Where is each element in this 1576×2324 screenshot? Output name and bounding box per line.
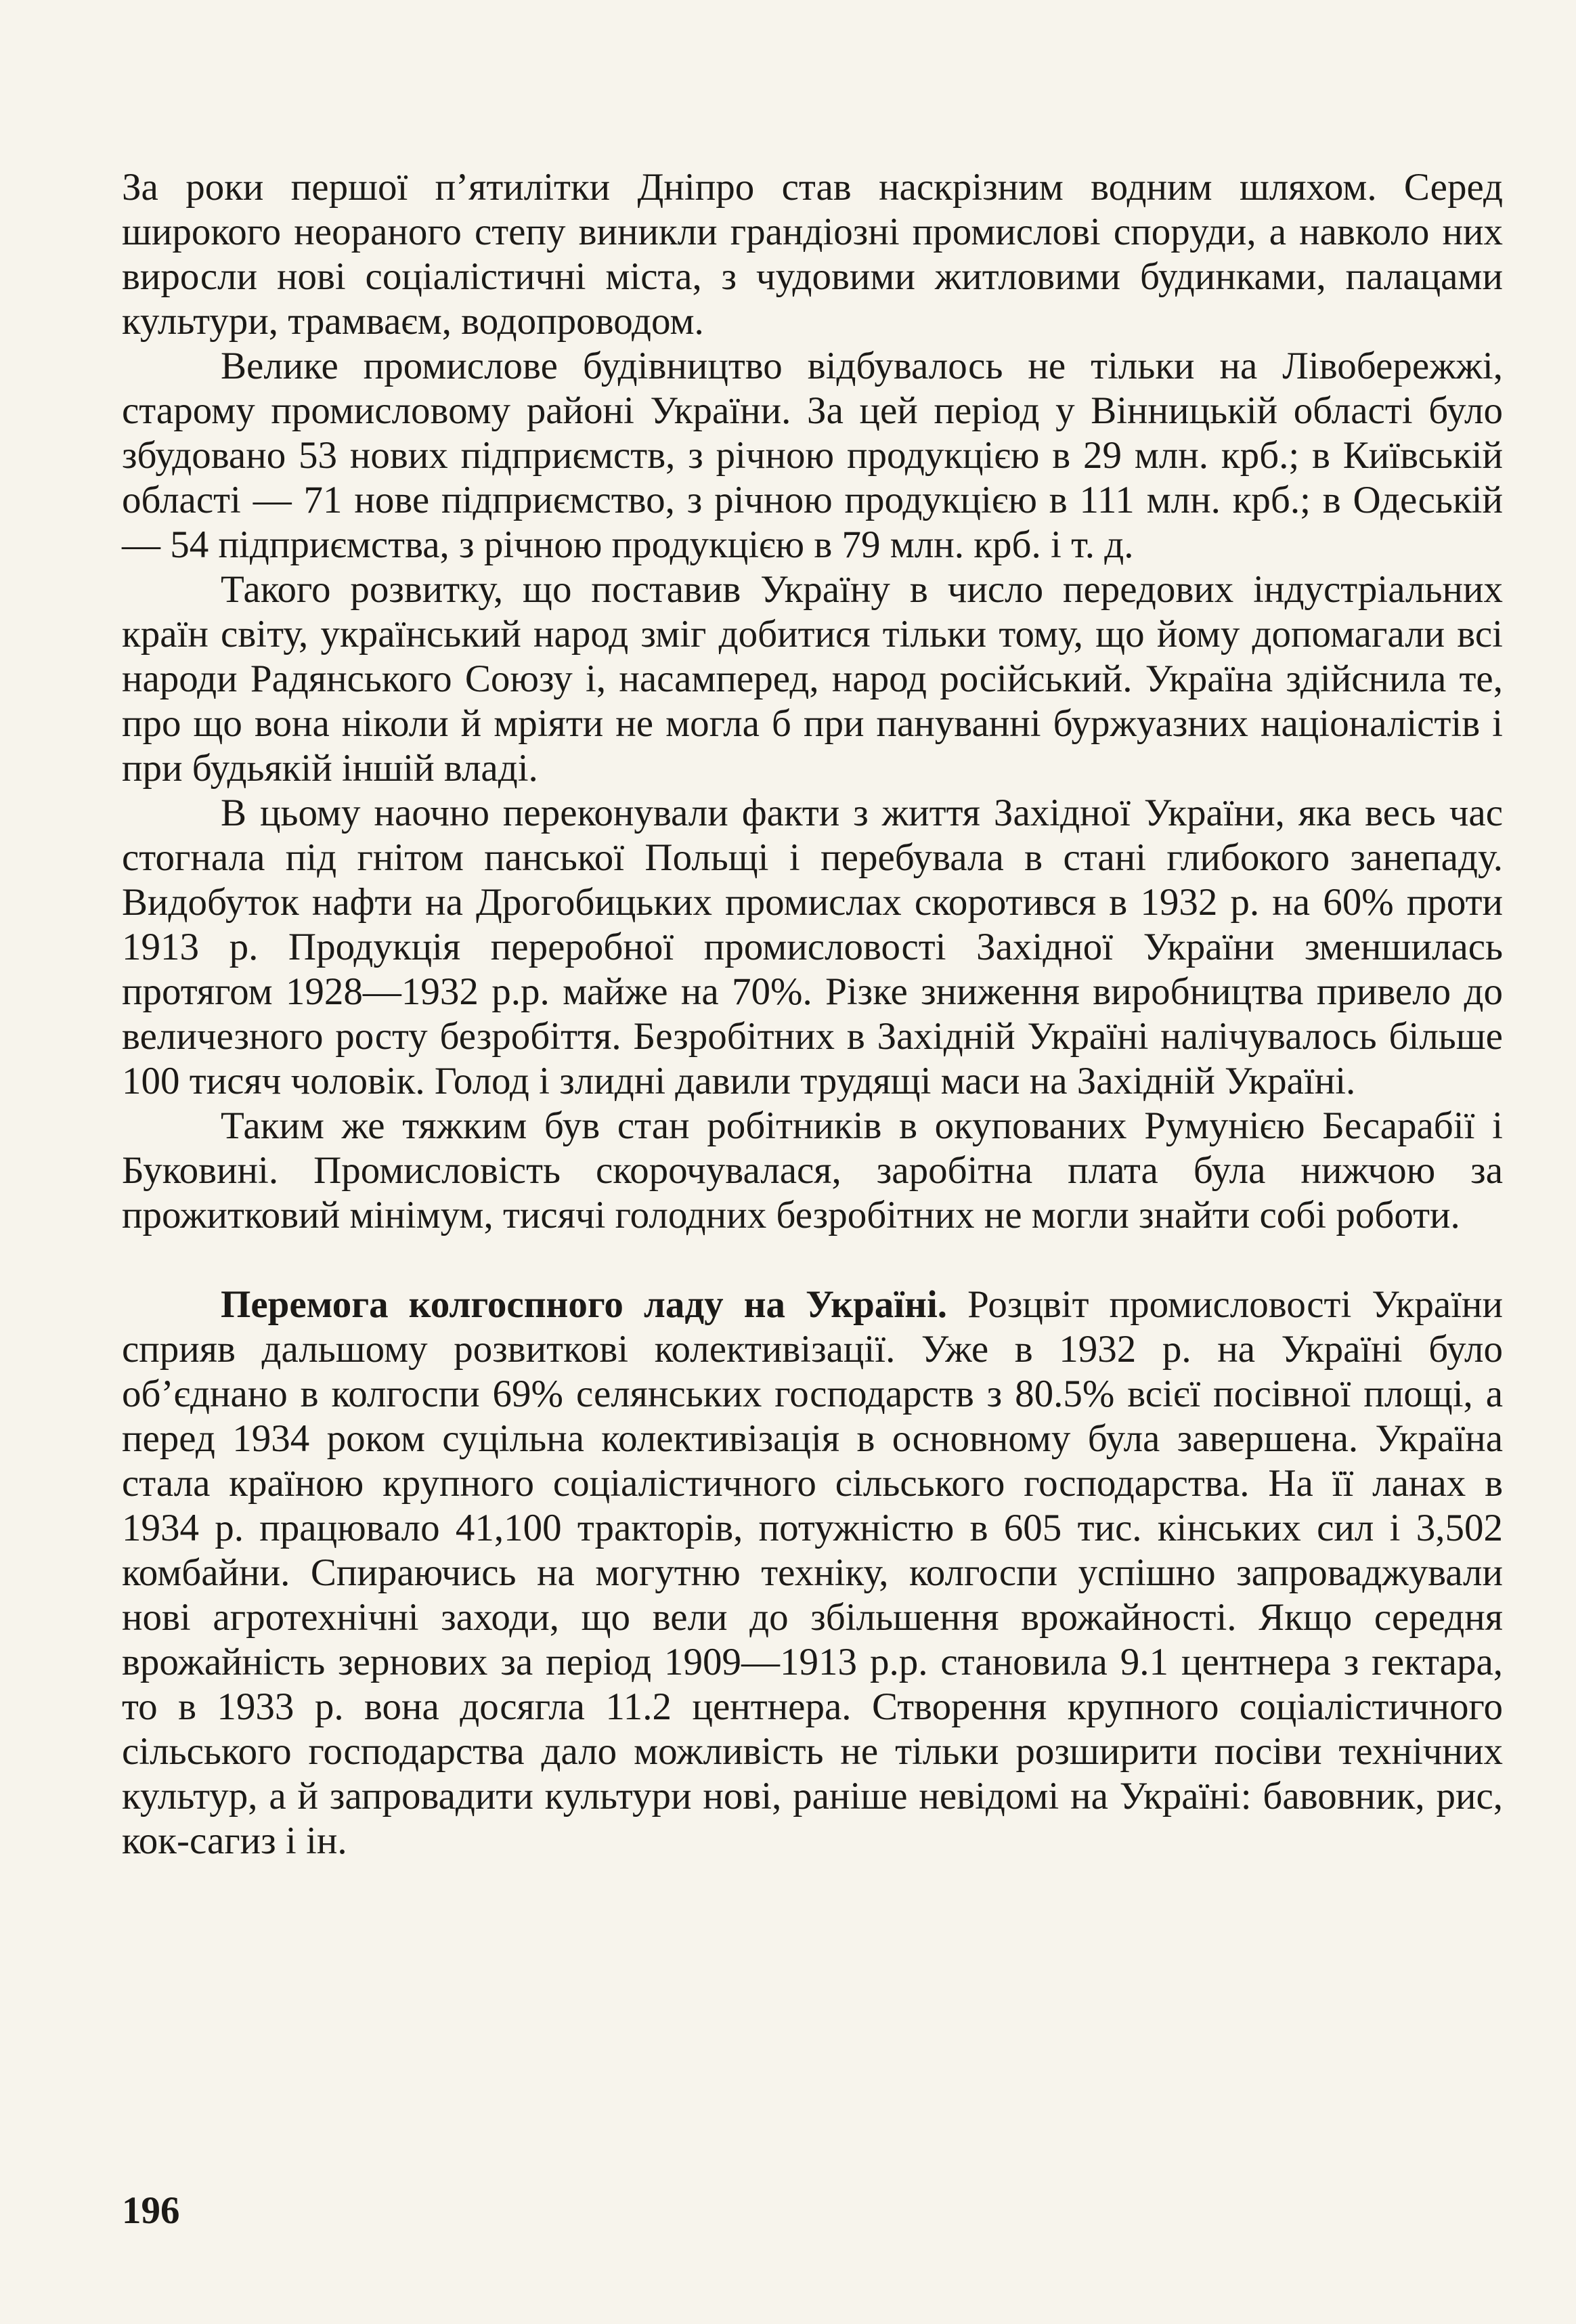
paragraph-western-ukraine: В цьому наочно переконували факти з життя Західної України, яка весь час стогнала під гнітом панської Польщі і перебувала в стані глибокого занепаду. Видобуток нафти на Дрогобицьких промислах скоротився в 1932 р. на 60% проти 1913 р. Продукція переробної промисловості Західної України зменшилась протягом 1928—1932 р.р. майже на 70%. Різке зниження виробництва привело до величезного росту безробіття. Безробітних в Західній Україні налічувалось більше 100 тисяч чоловік. Голод і злидні давили трудящі маси на Західній Україні.	[122, 792, 1503, 1102]
paragraph-construction: Велике промислове будівництво відбувалось не тільки на Лівобережжі, старому промисловому районі України. За цей період у Вінницькій області було збудовано 53 нових підприємств, з річною продукцією в 29 млн. крб.; в Київській області — 71 нове підприємство, з річною продукцією в 111 млн. крб.; в Одеській — 54 підприємства, з річною продукцією в 79 млн. крб. і т. д.	[122, 345, 1503, 566]
body-text	[122, 165, 1503, 1864]
section-text: Розцвіт промисловості України сприяв дальшому розвиткові колективізації. Уже в 1932 р. на Україні було об’єднано в колгоспи 69% селянських господарств з 80.5% всієї посівної площі, а перед 1934 роком суцільна колективізація в основному була завершена. Україна стала країною крупного соціалістичного сільського господарства. На її ланах в 1934 р. працювало 41,100 тракторів, потужністю в 605 тис. кінських сил і 3,502 комбайни. Спираючись на могутню техніку, колгоспи успішно запроваджували нові агротехнічні заходи, що вели до збільшення врожайності. Якщо середня врожайність зернових за період 1909—1913 р.р. становила 9.1 центнера з гектара, то в 1933 р. вона досягла 11.2 центнера. Створення крупного соціалістичного сільського господарства дало можливість не тільки розширити посіви технічних культур, а й запровадити культури нові, раніше невідомі на Україні: бавовник, рис, кок-сагиз і ін.	[122, 1283, 1503, 1862]
section-gap	[122, 1238, 1503, 1283]
page-number: 196	[122, 2189, 180, 2232]
paragraph-bessarabia: Таким же тяжким був стан робітників в окупованих Румунією Бесарабії і Буковині. Промисловість скорочувалася, заробітна плата була нижчою за прожитковий мінімум, тисячі голодних безробітних не могли знайти собі роботи.	[122, 1104, 1503, 1236]
paragraph-dnipro: За роки першої п’ятилітки Дніпро став наскрізним водним шляхом. Серед широкого неораного степу виникли грандіозні промислові споруди, а навколо них виросли нові соціалістичні міста, з чудовими житловими будинками, палацами культури, трамваєм, водопроводом.	[122, 166, 1503, 343]
section-title: Перемога колгоспного ладу на Україні.	[221, 1283, 948, 1326]
paragraph-collective-farms	[122, 1283, 1503, 1864]
paragraph-development: Такого розвитку, що поставив Україну в число передових індустріальних країн світу, український народ зміг добитися тільки тому, що йому допомагали всі народи Радянського Союзу і, насамперед, народ російський. Україна здійснила те, про що вона ніколи й мріяти не могла б при пануванні буржуазних націоналістів і при будьякій іншій владі.	[122, 568, 1503, 790]
